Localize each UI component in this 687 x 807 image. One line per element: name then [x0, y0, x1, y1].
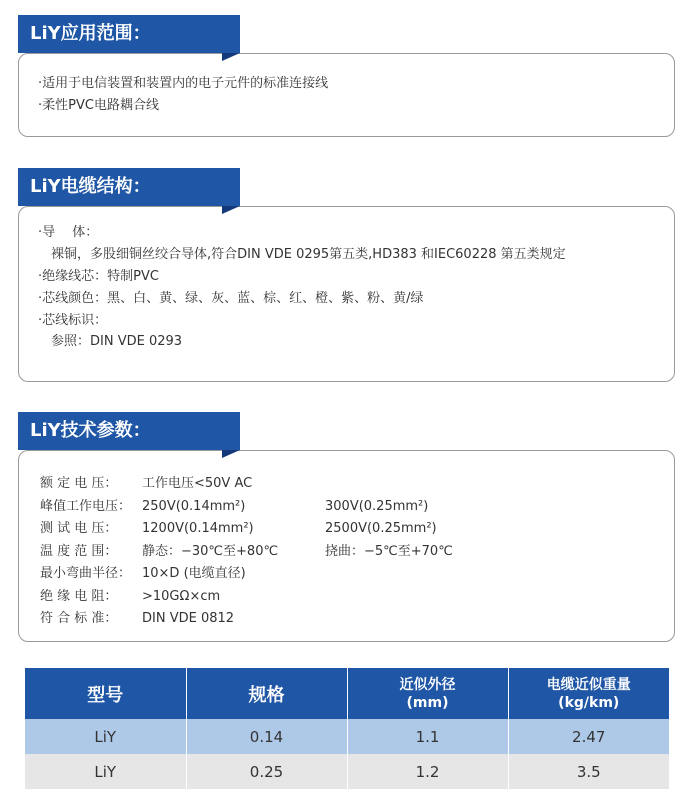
application-title-notch — [222, 53, 240, 61]
application-title: LiY应用范围： — [18, 15, 240, 53]
param-value: DIN VDE 0812 — [142, 611, 235, 626]
param-row — [40, 587, 325, 607]
param-row — [40, 564, 325, 584]
header-unit: (kg/km) — [558, 694, 620, 711]
header-text: 电缆近似重量 — [546, 676, 631, 693]
header-unit: (mm) — [406, 694, 449, 711]
table-cell: 1.2 — [347, 754, 508, 789]
table-cell: 0.14 — [186, 719, 347, 754]
param-value-2: 2500V(0.25mm²) — [325, 521, 437, 536]
table-cell: 2.47 — [508, 719, 669, 754]
structure-line: 裸铜，多股细铜丝绞合导体,符合DIN VDE 0295第五类,HD383 和IEC60228 第五类规定 — [38, 247, 566, 262]
param-label: 温 度 范 围： — [40, 544, 118, 559]
param-value: 静态：−30℃至+80℃ — [142, 544, 279, 559]
header-text: 型号 — [87, 684, 124, 706]
structure-title-notch — [222, 206, 240, 214]
param-value: >10GΩ×cm — [142, 589, 221, 604]
application-item: ·柔性PVC电路耦合线 — [38, 98, 159, 113]
header-text: 规格 — [248, 684, 285, 706]
param-row — [40, 497, 428, 517]
param-label: 绝 缘 电 阻： — [40, 589, 118, 604]
table-cell: LiY — [25, 719, 186, 754]
param-value: 10×D (电缆直径) — [142, 566, 246, 581]
param-label: 测 试 电 压： — [40, 521, 118, 536]
param-row — [40, 519, 437, 539]
param-label: 最小弯曲半径： — [40, 566, 132, 581]
param-row — [40, 609, 325, 629]
structure-line: 参照：DIN VDE 0293 — [38, 334, 183, 349]
table-header-weight — [508, 668, 669, 719]
structure-line: ·芯线颜色：黑、白、黄、绿、灰、蓝、棕、红、橙、紫、粉、黄/绿 — [38, 291, 424, 306]
params-title-notch — [222, 450, 240, 458]
table-cell: 1.1 — [347, 719, 508, 754]
application-item: ·适用于电信装置和装置内的电子元件的标准连接线 — [38, 76, 329, 91]
structure-title: LiY电缆结构： — [18, 168, 240, 206]
param-label: 符 合 标 准： — [40, 611, 118, 626]
table-cell: LiY — [25, 754, 186, 789]
params-title: LiY技术参数： — [18, 412, 240, 450]
param-value: 250V(0.14mm²) — [142, 499, 246, 514]
param-value: 工作电压<50V AC — [142, 476, 253, 491]
structure-line: ·绝缘线芯：特制PVC — [38, 269, 159, 284]
param-row — [40, 542, 453, 562]
spec-table — [25, 668, 669, 789]
param-value-2: 300V(0.25mm²) — [325, 499, 429, 514]
param-label: 额 定 电 压： — [40, 476, 118, 491]
table-cell: 0.25 — [186, 754, 347, 789]
application-box — [18, 53, 675, 137]
table-header-spec — [186, 668, 347, 719]
structure-line: ·芯线标识： — [38, 313, 108, 328]
param-value: 1200V(0.14mm²) — [142, 521, 254, 536]
table-header-row — [25, 668, 669, 719]
table-row — [25, 754, 669, 789]
table-header-diameter — [347, 668, 508, 719]
header-text: 近似外径 — [399, 676, 456, 693]
param-value-2: 挠曲：−5℃至+70℃ — [325, 544, 453, 559]
structure-line: ·导 体： — [38, 225, 99, 240]
table-row — [25, 719, 669, 754]
table-header-model — [25, 668, 186, 719]
table-cell: 3.5 — [508, 754, 669, 789]
param-label: 峰值工作电压： — [40, 499, 132, 514]
param-row — [40, 474, 325, 494]
